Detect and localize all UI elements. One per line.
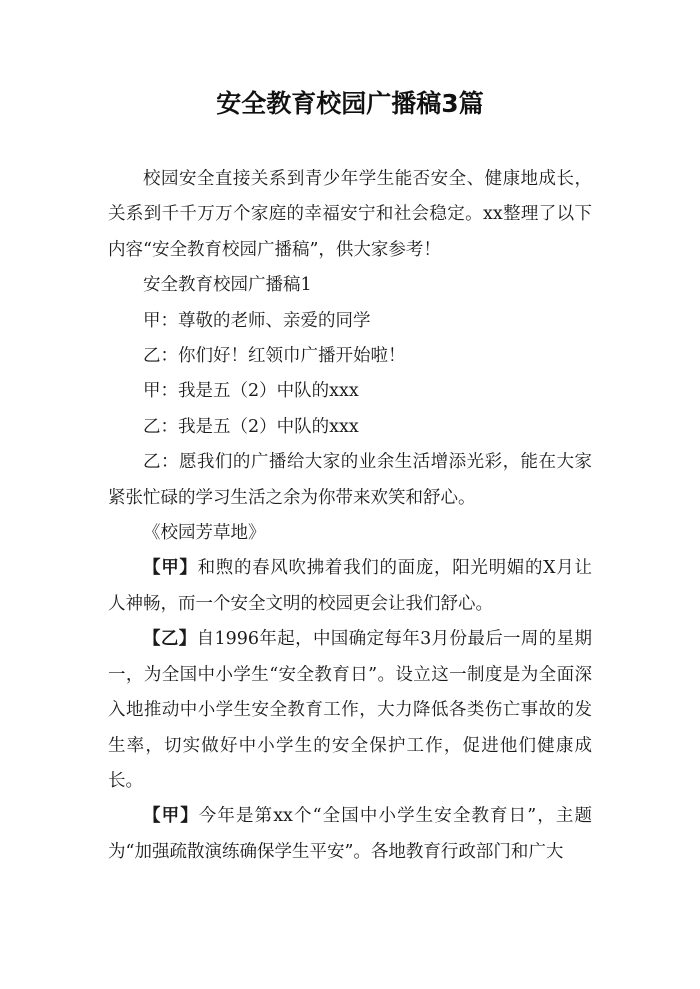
paragraph-text: 今年是第xx个“全国中小学生安全教育日”，主题为“加强疏散演练确保学生平安”。各地教育行政部门和广大 bbox=[108, 806, 592, 862]
paragraph-dialogue-line bbox=[108, 304, 592, 339]
paragraph-segment-title bbox=[108, 516, 592, 551]
paragraph-speaker bbox=[108, 622, 592, 799]
paragraph-dialogue-line bbox=[108, 445, 592, 516]
paragraph-dialogue-line bbox=[108, 374, 592, 409]
paragraph-text: 甲：我是五（2）中队的xxx bbox=[143, 381, 359, 402]
paragraph-text: 乙：你们好！红领巾广播开始啦！ bbox=[143, 346, 406, 367]
paragraph-text: 乙：我是五（2）中队的xxx bbox=[143, 416, 359, 437]
paragraph-intro bbox=[108, 162, 592, 268]
paragraph-text: 安全教育校园广播稿1 bbox=[143, 275, 312, 296]
paragraph-text: 甲：尊敬的老师、亲爱的同学 bbox=[143, 310, 371, 331]
document-title: 安全教育校园广播稿3篇 bbox=[216, 89, 484, 118]
paragraph-text: 乙：愿我们的广播给大家的业余生活增添光彩，能在大家紧张忙碌的学习生活之余为你带来欢笑和舒心。 bbox=[108, 452, 592, 508]
paragraph-section-heading bbox=[108, 268, 592, 303]
paragraph-dialogue-line bbox=[108, 339, 592, 374]
paragraph-text: 《校园芳草地》 bbox=[143, 523, 266, 544]
speaker-label: 【乙】 bbox=[143, 629, 197, 650]
paragraph-dialogue-line bbox=[108, 410, 592, 445]
speaker-label: 【甲】 bbox=[143, 558, 198, 579]
paragraph-speaker bbox=[108, 799, 592, 870]
paragraph-text: 自1996年起，中国确定每年3月份最后一周的星期一，为全国中小学生“安全教育日”。设立这一制度是为全面深入地推动中小学生安全教育工作，大力降低各类伤亡事故的发生率，切实做好中小学生的安全保护工作，促进他们健康成长。 bbox=[108, 629, 593, 791]
document-body bbox=[108, 162, 592, 870]
paragraph-text: 校园安全直接关系到青少年学生能否安全、健康地成长，关系到千千万万个家庭的幸福安宁和社会稳定。xx整理了以下内容“安全教育校园广播稿”，供大家参考！ bbox=[108, 169, 592, 260]
speaker-label: 【甲】 bbox=[143, 806, 199, 827]
paragraph-text: 和煦的春风吹拂着我们的面庞，阳光明媚的X月让人神畅，而一个安全文明的校园更会让我们舒心。 bbox=[108, 558, 592, 614]
paragraph-speaker bbox=[108, 551, 592, 622]
